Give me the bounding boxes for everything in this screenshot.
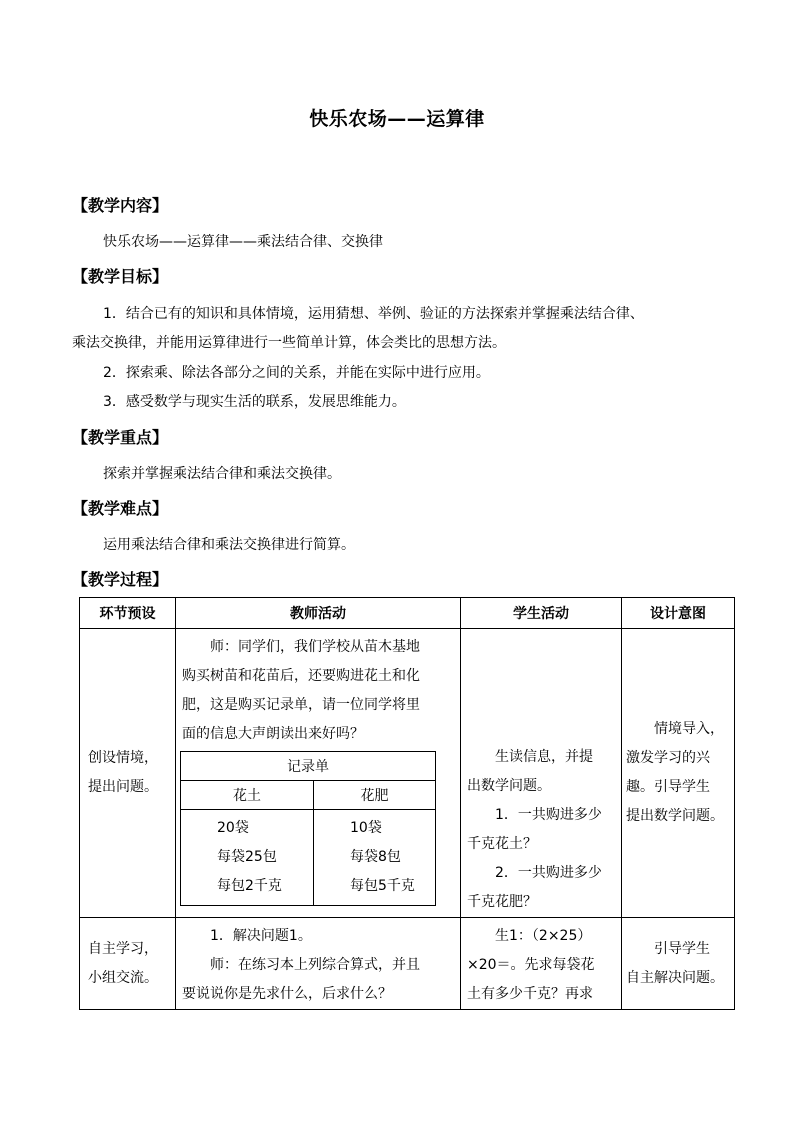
goal-item-3: 3．感受数学与现实生活的联系，发展思维能力。 <box>103 394 406 410</box>
stage-line: 自主学习， <box>88 940 158 957</box>
stage-cell <box>80 918 176 1010</box>
heading-teaching-goals: 【教学目标】 <box>72 267 169 286</box>
student-activity-cell <box>461 918 622 1010</box>
student-activity-cell <box>461 629 622 918</box>
record-value: 每包5千克 <box>350 878 415 894</box>
page-title: 快乐农场——运算律 <box>309 108 485 130</box>
table-header-row <box>80 598 735 629</box>
header-stage: 环节预设 <box>80 598 176 629</box>
goal-item-1-line-2: 乘法交换律，并能用运算律进行一些简单计算，体会类比的思想方法。 <box>72 335 506 351</box>
record-fertilizer-values <box>314 810 436 906</box>
record-value: 20袋 <box>217 820 249 836</box>
student-line: 1．一共购进多少 <box>495 807 602 823</box>
heading-teaching-content: 【教学内容】 <box>72 196 169 215</box>
record-sheet <box>180 751 436 906</box>
student-line: 生1：（2×25） <box>495 928 592 944</box>
goal-item-2: 2．探索乘、除法各部分之间的关系，并能在实际中进行应用。 <box>103 365 490 381</box>
key-point-text: 探索并掌握乘法结合律和乘法交换律。 <box>103 466 341 482</box>
record-value: 每包2千克 <box>217 878 282 894</box>
student-line: ×20＝。先求每袋花 <box>467 957 595 973</box>
header-student-activity: 学生活动 <box>461 598 622 629</box>
teacher-line: 肥，这是购买记录单，请一位同学将里 <box>182 697 420 713</box>
teacher-line: 要说说你是先求什么，后求什么？ <box>182 986 392 1002</box>
stage-cell <box>80 629 176 918</box>
student-line: 出数学问题。 <box>467 778 551 794</box>
heading-process: 【教学过程】 <box>72 570 169 589</box>
intent-line: 趣。引导学生 <box>626 779 710 795</box>
record-value: 10袋 <box>350 820 382 836</box>
heading-difficulty: 【教学难点】 <box>72 499 169 518</box>
record-sheet-title: 记录单 <box>181 752 436 781</box>
teaching-process-table <box>79 597 735 1010</box>
record-value: 每袋25包 <box>217 849 277 865</box>
stage-line: 提出问题。 <box>88 779 158 795</box>
difficulty-text: 运用乘法结合律和乘法交换律进行简算。 <box>103 537 355 553</box>
intent-line: 自主解决问题。 <box>626 969 724 986</box>
teacher-activity-cell <box>176 918 461 1010</box>
table-row <box>80 629 735 918</box>
design-intent-cell <box>622 918 735 1010</box>
teaching-content-text: 快乐农场——运算律——乘法结合律、交换律 <box>103 234 383 250</box>
teacher-activity-cell <box>176 629 461 918</box>
student-line: 2．一共购进多少 <box>495 865 602 881</box>
header-teacher-activity: 教师活动 <box>176 598 461 629</box>
teacher-line: 面的信息大声朗读出来好吗？ <box>182 726 364 742</box>
stage-line: 创设情境， <box>88 750 158 766</box>
student-line: 千克花肥？ <box>467 894 537 910</box>
header-design-intent: 设计意图 <box>622 598 735 629</box>
intent-line: 情境导入， <box>654 721 724 737</box>
record-col-header-fertilizer: 花肥 <box>314 781 436 810</box>
intent-line: 提出数学问题。 <box>626 808 724 824</box>
design-intent-cell <box>622 629 735 918</box>
stage-line: 小组交流。 <box>88 969 158 986</box>
student-line: 土有多少千克？再求 <box>467 986 593 1002</box>
record-col-header-soil: 花土 <box>181 781 314 810</box>
teacher-line: 购买树苗和花苗后，还要购进花土和化 <box>182 668 420 684</box>
record-soil-values <box>181 810 314 906</box>
intent-line: 引导学生 <box>654 940 710 957</box>
heading-key-point: 【教学重点】 <box>72 428 169 447</box>
teacher-line: 师：同学们，我们学校从苗木基地 <box>210 639 420 655</box>
student-line: 千克花土？ <box>467 836 537 852</box>
record-value: 每袋8包 <box>350 849 401 865</box>
goal-item-1-line-1: 1．结合已有的知识和具体情境，运用猜想、举例、验证的方法探索并掌握乘法结合律、 <box>103 306 644 322</box>
table-row <box>80 918 735 1010</box>
teacher-line: 1．解决问题1。 <box>210 928 312 944</box>
intent-line: 激发学习的兴 <box>626 750 710 766</box>
student-line: 生读信息，并提 <box>495 749 593 765</box>
teacher-line: 师：在练习本上列综合算式，并且 <box>210 957 420 973</box>
